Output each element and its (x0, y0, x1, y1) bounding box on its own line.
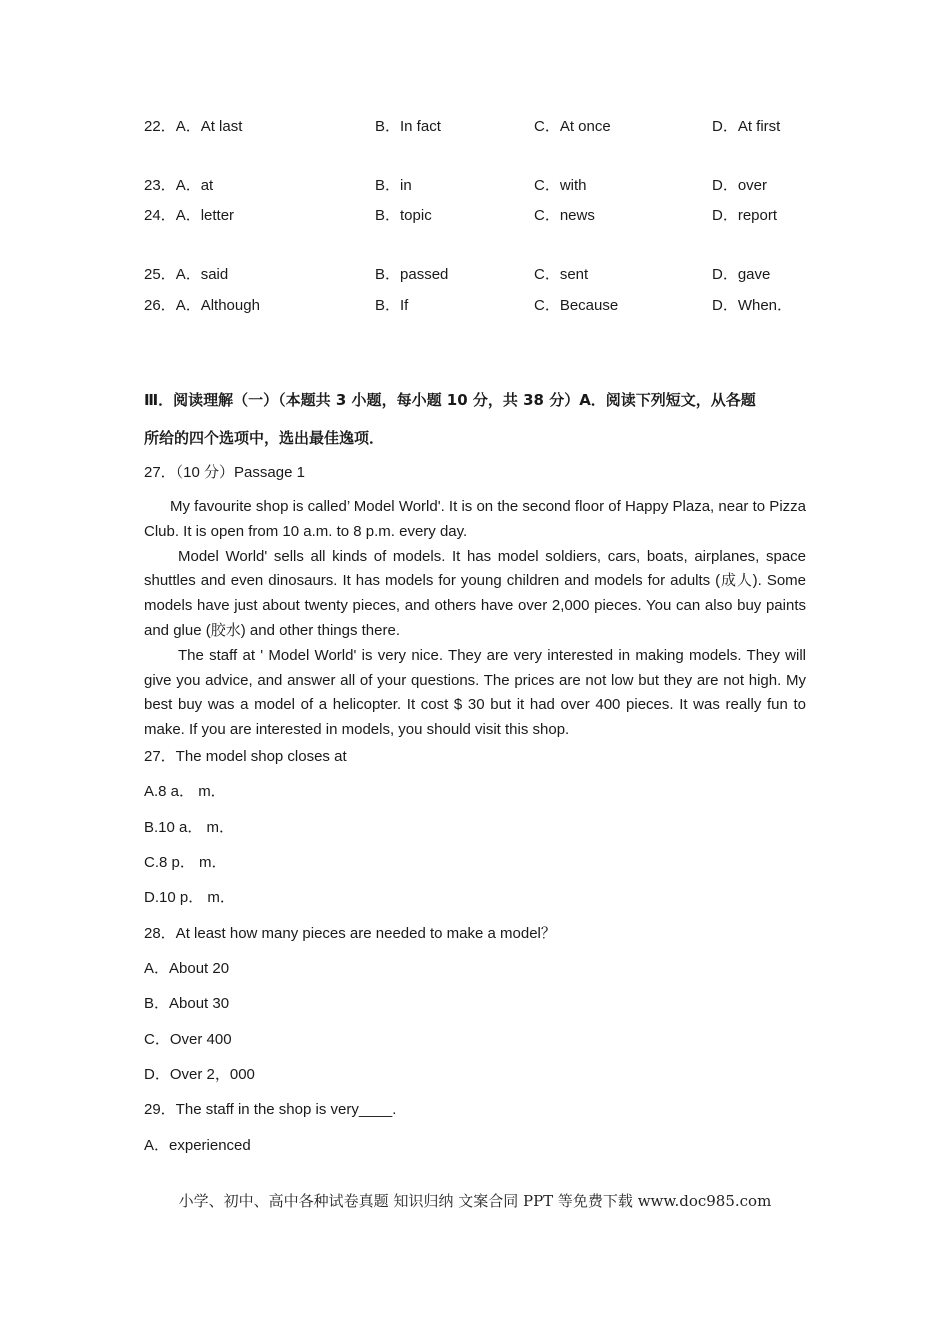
question-29-stem: 29．The staff in the shop is very____. (144, 1101, 397, 1118)
choice-row-23 (144, 175, 806, 197)
choice-row-24 (144, 205, 806, 227)
choice-23-c: C．with (534, 177, 587, 194)
choice-25-a: 25．A．said (144, 266, 229, 283)
choice-22-b: B．In fact (375, 118, 441, 135)
choice-row-25 (144, 264, 806, 286)
choice-26-a: 26．A．Although (144, 297, 260, 314)
choice-23-a: 23．A．at (144, 177, 214, 194)
choice-row-26 (144, 295, 806, 317)
choice-22-d: D．At first (712, 118, 781, 135)
section-heading-line-1: Ⅲ．阅读理解（一）（本题共 3 小题，每小题 10 分，共 38 分）A．阅读下列短文，从各题 (144, 391, 756, 409)
passage-header: 27．（10 分）Passage 1 (144, 464, 305, 481)
choice-row-22 (144, 116, 806, 138)
choice-25-c: C．sent (534, 266, 589, 283)
question-27-option-b: B.10 a． m． (144, 819, 235, 836)
choice-23-b: B．in (375, 177, 412, 194)
choice-24-c: C．news (534, 207, 595, 224)
choice-25-d: D．gave (712, 266, 771, 283)
choice-26-c: C．Because (534, 297, 619, 314)
choice-23-d: D．over (712, 177, 768, 194)
passage-body (144, 495, 806, 743)
section-heading-line-2: 所给的四个选项中，选出最佳逸项． (144, 429, 385, 447)
choice-24-a: 24．A．letter (144, 207, 235, 224)
question-28-stem: 28．At least how many pieces are needed to make a model？ (144, 925, 556, 942)
choice-26-b: B．If (375, 297, 409, 314)
page-footer: 小学、初中、高中各种试卷真题 知识归纳 文案合同 PPT 等免费下载 www.doc985.com (178, 1192, 772, 1210)
choice-26-d: D．When． (712, 297, 793, 314)
choice-22-c: C．At once (534, 118, 611, 135)
question-28-option-c: C．Over 400 (144, 1031, 232, 1048)
choice-25-b: B．passed (375, 266, 449, 283)
question-28-option-a: A．About 20 (144, 960, 230, 977)
choice-24-d: D．report (712, 207, 778, 224)
question-28-option-d: D．Over 2，000 (144, 1066, 255, 1083)
passage-paragraph-2: Model World' sells all kinds of models. It has model soldiers, cars, boats, airplanes, space shuttles and even dinosaurs. It has models for young children and models for adults (成人). Some models have just about twenty pieces, and others have over 2,000 pieces. You can also buy paints and glue (胶水) and other things there. (144, 547, 806, 639)
section-heading (144, 381, 806, 457)
question-27-option-d: D.10 p． m． (144, 889, 235, 906)
choice-24-b: B．topic (375, 207, 432, 224)
passage-paragraph-3: The staff at ' Model World' is very nice. They are very interested in making models. They will give you advice, and answer all of your questions. The prices are not low but they are not high. My best buy was a model of a helicopter. It cost $ 30 but it had over 400 pieces. It was really fun to make. If you are interested in models, you should visit this shop. (144, 646, 806, 739)
question-27-option-c: C.8 p． m． (144, 854, 227, 871)
question-29-option-a: A．experienced (144, 1137, 251, 1154)
question-28-option-b: B．About 30 (144, 995, 230, 1012)
passage-paragraph-1: My favourite shop is called’ Model World'. It is on the second floor of Happy Plaza, near to Pizza Club. It is open from 10 a.m. to 8 p.m. every day. (144, 498, 806, 540)
choice-22-a: 22．A．At last (144, 118, 243, 135)
question-27-stem: 27．The model shop closes at (144, 748, 347, 765)
question-27-option-a: A.8 a． m． (144, 783, 226, 800)
